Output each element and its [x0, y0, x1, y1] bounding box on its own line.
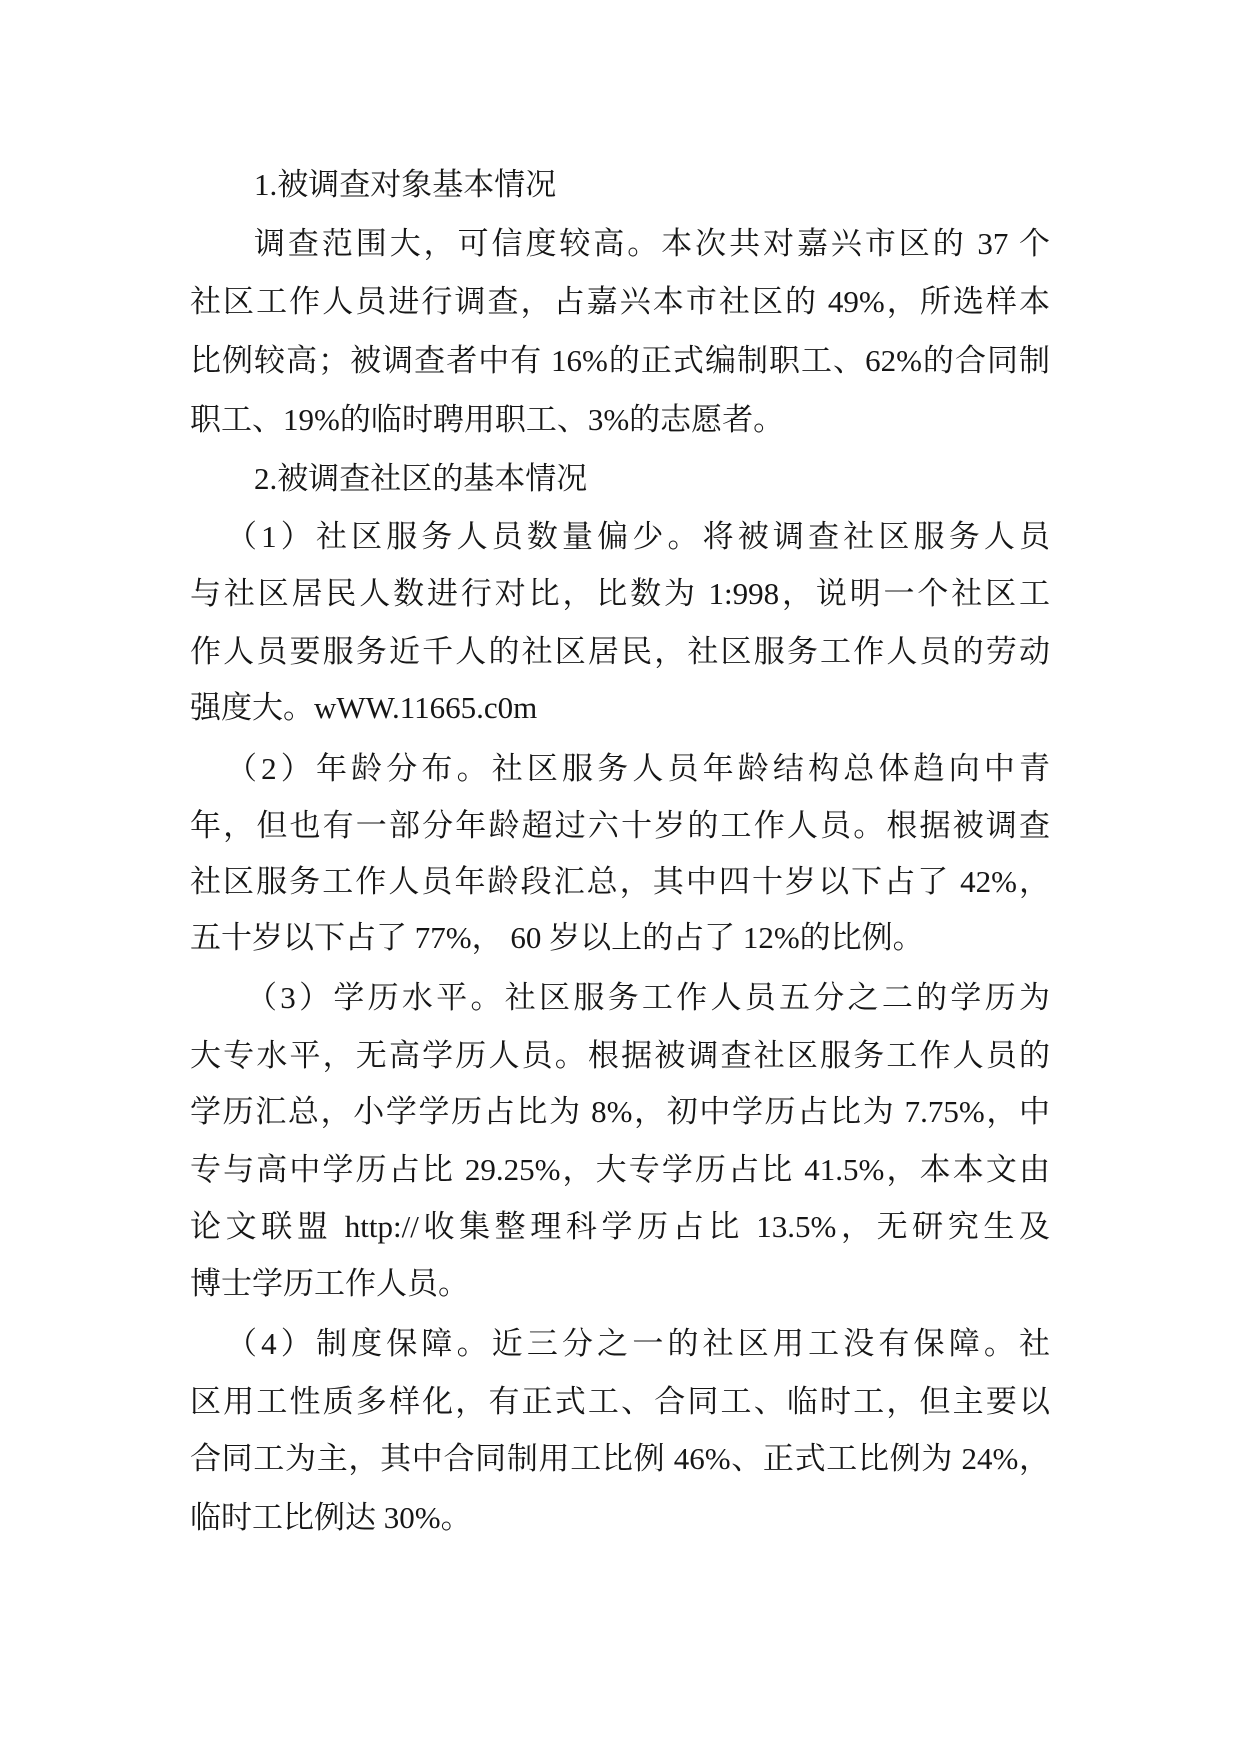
- text-line: 区用工性质多样化，有正式工、合同工、临时工，但主要以: [190, 1384, 1050, 1419]
- text-line: 五十岁以下占了 77%， 60 岁以上的占了 12%的比例。: [190, 920, 924, 955]
- text-line: 专与高中学历占比 29.25%，大专学历占比 41.5%，本本文由: [190, 1152, 1050, 1187]
- text-line: 职工、19%的临时聘用职工、3%的志愿者。: [190, 402, 785, 437]
- text-line: 强度大。wWW.11665.c0m: [190, 690, 538, 725]
- text-line: 论文联盟 http://收集整理科学历占比 13.5%，无研究生及: [190, 1209, 1050, 1244]
- text-line: 社区工作人员进行调查，占嘉兴本市社区的 49%，所选样本: [190, 284, 1050, 319]
- text-line: 与社区居民人数进行对比，比数为 1:998，说明一个社区工: [190, 576, 1050, 611]
- text-line: 作人员要服务近千人的社区居民，社区服务工作人员的劳动: [190, 634, 1050, 669]
- text-line: 大专水平，无高学历人员。根据被调查社区服务工作人员的: [190, 1038, 1050, 1073]
- text-line: 临时工比例达 30%。: [190, 1500, 472, 1535]
- text-line: 博士学历工作人员。: [190, 1266, 469, 1301]
- text-line: （1）社区服务人员数量偏少。将被调查社区服务人员: [226, 519, 1050, 554]
- section-heading: 1.被调查对象基本情况: [254, 167, 557, 202]
- text-line: 学历汇总，小学学历占比为 8%，初中学历占比为 7.75%，中: [190, 1094, 1050, 1129]
- text-line: 调查范围大，可信度较高。本次共对嘉兴市区的 37 个: [254, 226, 1050, 261]
- text-line: （2）年龄分布。社区服务人员年龄结构总体趋向中青: [226, 751, 1050, 786]
- text-line: 年，但也有一部分年龄超过六十岁的工作人员。根据被调查: [190, 808, 1050, 843]
- text-line: 比例较高；被调查者中有 16%的正式编制职工、62%的合同制: [190, 343, 1050, 378]
- text-line: 合同工为主，其中合同制用工比例 46%、正式工比例为 24%，: [190, 1441, 1050, 1476]
- section-heading: 2.被调查社区的基本情况: [254, 461, 588, 496]
- text-line: （4）制度保障。近三分之一的社区用工没有保障。社: [226, 1326, 1050, 1361]
- text-line: 社区服务工作人员年龄段汇总，其中四十岁以下占了 42%，: [190, 864, 1050, 899]
- text-line: （3）学历水平。社区服务工作人员五分之二的学历为: [246, 980, 1050, 1015]
